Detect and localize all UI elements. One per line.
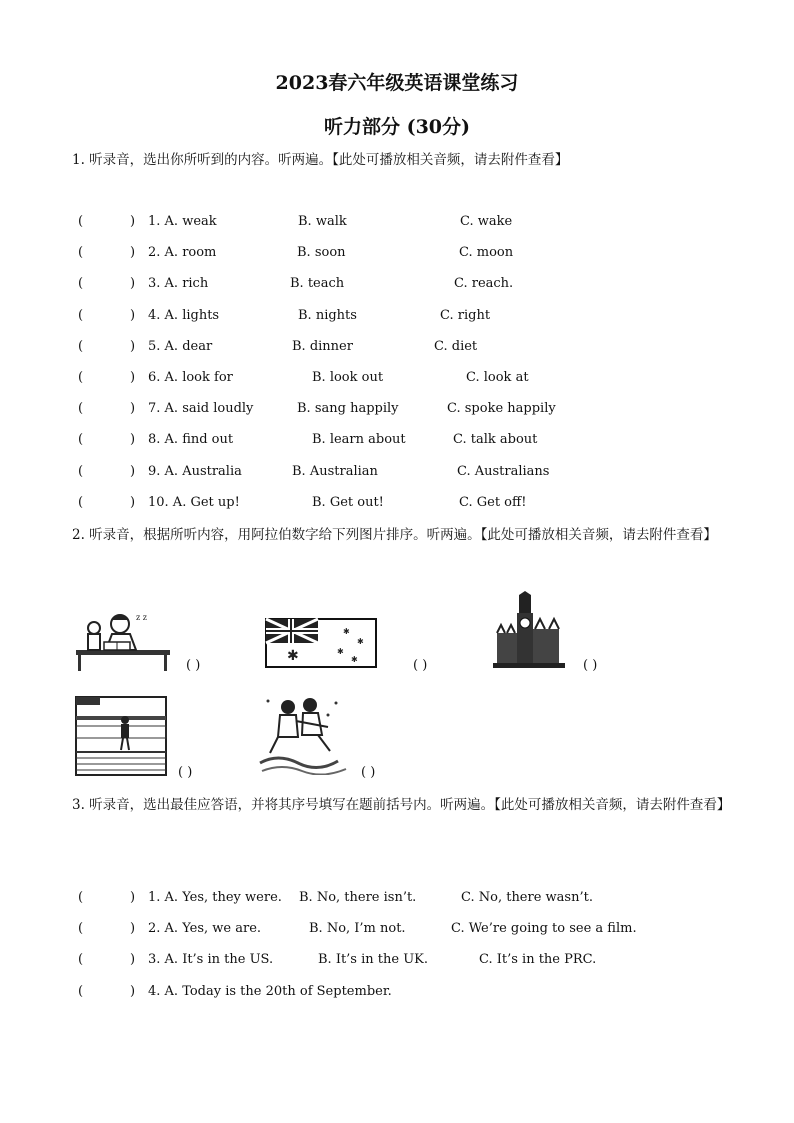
question-row <box>0 308 794 328</box>
option-c: C. spoke happily <box>447 401 556 416</box>
option-a: 3. A. It’s in the US. <box>148 952 274 967</box>
svg-text:✱: ✱ <box>357 637 364 646</box>
option-c: C. Australians <box>457 464 550 479</box>
question-row <box>0 921 794 941</box>
option-c: C. right <box>440 308 491 323</box>
answer-paren-left[interactable]: ( <box>78 495 84 510</box>
question-row <box>0 432 794 452</box>
answer-paren-right: ) <box>130 464 136 479</box>
option-b: B. nights <box>298 308 357 323</box>
answer-paren-left[interactable]: ( <box>78 401 84 416</box>
question-row <box>0 370 794 390</box>
answer-paren-right: ) <box>130 401 136 416</box>
option-a: 2. A. Yes, we are. <box>148 921 262 936</box>
answer-paren-right: ) <box>130 495 136 510</box>
big-ben-picture <box>493 591 565 669</box>
section1-instruction: 1. 听录音，选出你所听到的内容。听两遍。【此处可播放相关音频，请去附件查看】 <box>72 152 569 168</box>
answer-paren-left[interactable]: ( <box>78 276 84 291</box>
svg-text:✱: ✱ <box>351 655 358 664</box>
option-b: B. Australian <box>292 464 378 479</box>
option-c: C. talk about <box>453 432 538 447</box>
answer-paren-left[interactable]: ( <box>78 890 84 905</box>
section2-instruction: 2. 听录音，根据所听内容，用阿拉伯数字给下列图片排序。听两遍。【此处可播放相关音频，请去附件查看】 <box>72 527 717 543</box>
question-row <box>0 890 794 910</box>
answer-paren-right: ) <box>130 245 136 260</box>
option-b: B. sang happily <box>297 401 399 416</box>
answer-paren-left[interactable]: ( <box>78 339 84 354</box>
answer-paren-left[interactable]: ( <box>78 245 84 260</box>
question-row <box>0 401 794 421</box>
question-row <box>0 339 794 359</box>
option-a: 9. A. Australia <box>148 464 242 479</box>
option-c: C. moon <box>459 245 514 260</box>
question-row <box>0 464 794 484</box>
option-b: B. walk <box>298 214 347 229</box>
option-c: C. wake <box>460 214 513 229</box>
section3-instruction: 3. 听录音，选出最佳应答语，并将其序号填写在题前括号内。听两遍。【此处可播放相关音频，请去附件查看】 <box>72 797 731 813</box>
answer-paren-right: ) <box>130 308 136 323</box>
order-paren[interactable]: ( ) <box>583 658 598 673</box>
option-a: 1. A. Yes, they were. <box>148 890 282 905</box>
answer-paren-right: ) <box>130 370 136 385</box>
option-c: C. reach. <box>454 276 514 291</box>
option-a: 7. A. said loudly <box>148 401 254 416</box>
boy-studying-picture <box>74 610 174 672</box>
answer-paren-right: ) <box>130 339 136 354</box>
order-paren[interactable]: ( ) <box>186 658 201 673</box>
svg-text:✱: ✱ <box>287 648 299 664</box>
answer-paren-left[interactable]: ( <box>78 370 84 385</box>
answer-paren-right: ) <box>130 921 136 936</box>
option-b: B. teach <box>290 276 345 291</box>
answer-paren-left[interactable]: ( <box>78 214 84 229</box>
option-b: B. Get out! <box>312 495 384 510</box>
answer-paren-left[interactable]: ( <box>78 952 84 967</box>
option-a: 10. A. Get up! <box>148 495 240 510</box>
answer-paren-left[interactable]: ( <box>78 984 84 999</box>
question-row <box>0 245 794 265</box>
answer-paren-right: ) <box>130 276 136 291</box>
option-b: B. It’s in the UK. <box>318 952 428 967</box>
order-paren[interactable]: ( ) <box>361 765 376 780</box>
question-row <box>0 214 794 234</box>
option-a: 8. A. find out <box>148 432 234 447</box>
svg-text:✱: ✱ <box>343 627 350 636</box>
option-b: B. learn about <box>312 432 406 447</box>
answer-paren-right: ) <box>130 890 136 905</box>
answer-paren-right: ) <box>130 984 136 999</box>
answer-paren-left[interactable]: ( <box>78 432 84 447</box>
page-title: 2023春六年级英语课堂练习 <box>275 72 519 94</box>
order-paren[interactable]: ( ) <box>178 765 193 780</box>
option-a: 2. A. room <box>148 245 217 260</box>
answer-paren-left[interactable]: ( <box>78 921 84 936</box>
question-row <box>0 984 794 1004</box>
option-b: B. soon <box>297 245 346 260</box>
option-a: 6. A. look for <box>148 370 233 385</box>
option-b: B. No, there isn’t. <box>299 890 417 905</box>
svg-text:z z: z z <box>136 613 147 622</box>
answer-paren-right: ) <box>130 952 136 967</box>
option-b: B. No, I’m not. <box>309 921 406 936</box>
answer-paren-right: ) <box>130 432 136 447</box>
answer-paren-left[interactable]: ( <box>78 464 84 479</box>
answer-paren-right: ) <box>130 214 136 229</box>
option-a: 3. A. rich <box>148 276 209 291</box>
option-b: B. look out <box>312 370 384 385</box>
option-c: C. look at <box>466 370 529 385</box>
option-a: 5. A. dear <box>148 339 213 354</box>
question-row <box>0 952 794 972</box>
pier-scene-picture <box>75 696 167 776</box>
question-row <box>0 495 794 515</box>
children-playing-picture <box>258 693 348 775</box>
option-c: C. We’re going to see a film. <box>451 921 637 936</box>
option-a: 4. A. Today is the 20th of September. <box>148 984 392 999</box>
option-c: C. It’s in the PRC. <box>479 952 597 967</box>
option-c: C. Get off! <box>459 495 527 510</box>
option-a: 1. A. weak <box>148 214 217 229</box>
answer-paren-left[interactable]: ( <box>78 308 84 323</box>
option-a: 4. A. lights <box>148 308 220 323</box>
page-subtitle: 听力部分 (30分) <box>323 116 471 138</box>
option-c: C. No, there wasn’t. <box>461 890 593 905</box>
svg-text:✱: ✱ <box>337 647 344 656</box>
order-paren[interactable]: ( ) <box>413 658 428 673</box>
australian-flag-picture <box>265 618 377 668</box>
option-b: B. dinner <box>292 339 353 354</box>
option-c: C. diet <box>434 339 478 354</box>
question-row <box>0 276 794 296</box>
